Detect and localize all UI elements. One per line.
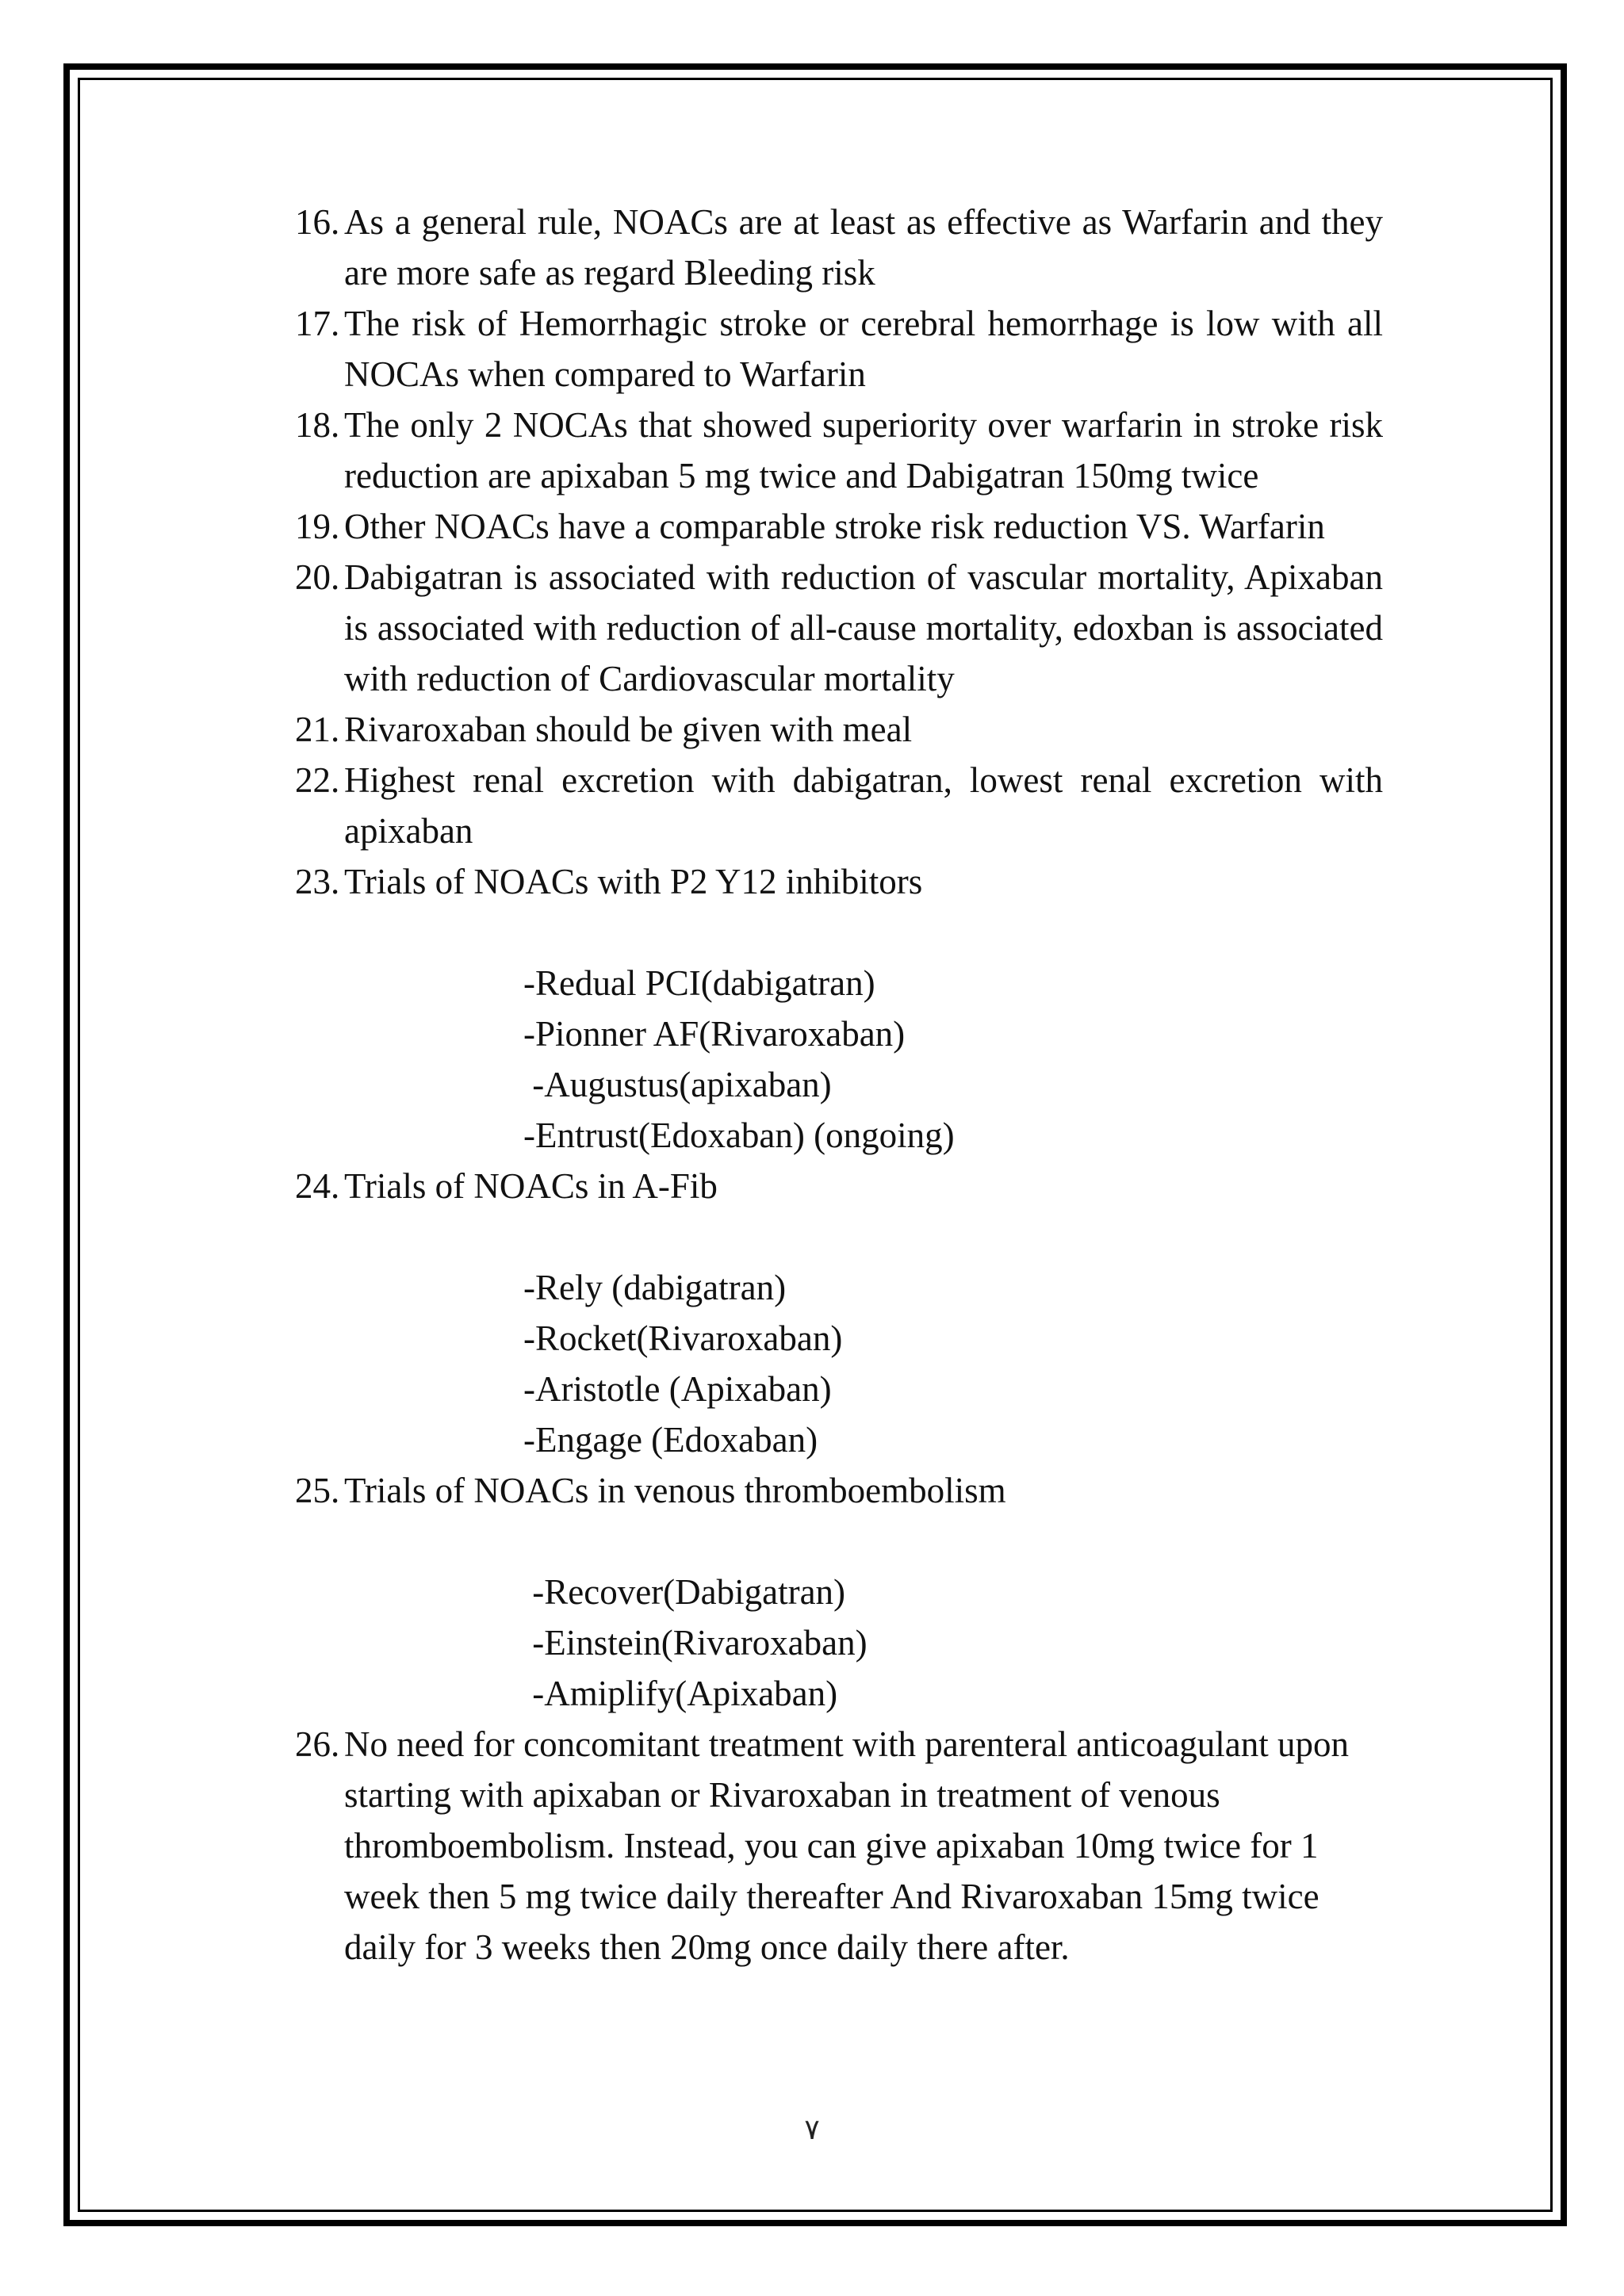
list-item xyxy=(295,704,1383,755)
trial-item: -Recover(Dabigatran) xyxy=(523,1572,846,1612)
item-text: Highest renal excretion with dabigatran, lowest renal excretion with apixaban xyxy=(344,760,1383,851)
item-number: 26. xyxy=(295,1724,340,1764)
trial-item: -Aristotle (Apixaban) xyxy=(523,1369,832,1409)
item-number: 22. xyxy=(295,760,340,800)
item-text: The only 2 NOCAs that showed superiority over warfarin in stroke risk reduction are apixaban 5 mg twice and Dabigatran 150mg twice xyxy=(344,405,1383,496)
list-item xyxy=(295,197,1383,298)
trial-item: -Einstein(Rivaroxaban) xyxy=(523,1623,868,1663)
list-item xyxy=(295,1719,1383,1973)
list-item xyxy=(295,856,1383,907)
trial-item: -Redual PCI(dabigatran) xyxy=(523,963,875,1003)
item-number: 24. xyxy=(295,1166,340,1206)
trial-item: -Entrust(Edoxaban) (ongoing) xyxy=(523,1115,955,1155)
item-text: As a general rule, NOACs are at least as effective as Warfarin and they are more safe as regard Bleeding risk xyxy=(344,202,1383,293)
list-item xyxy=(295,400,1383,501)
list-item xyxy=(295,552,1383,704)
trial-item: -Rocket(Rivaroxaban) xyxy=(523,1318,843,1358)
spacer xyxy=(295,907,1383,958)
spacer xyxy=(295,1211,1383,1262)
item-number: 25. xyxy=(295,1471,340,1510)
trial-list xyxy=(295,1567,1383,1719)
item-number: 17. xyxy=(295,304,340,343)
list-item xyxy=(295,1161,1383,1211)
item-number: 18. xyxy=(295,405,340,445)
item-number: 16. xyxy=(295,202,340,242)
item-text: No need for concomitant treatment with parenteral anticoagulant upon starting with apixaban or Rivaroxaban in treatment of venous thromboembolism. Instead, you can give apixaban 10mg twice for 1 week then 5 mg twice daily thereafter And Rivaroxaban 15mg twice daily for 3 weeks then 20mg once daily there after. xyxy=(344,1724,1350,1967)
trial-item: -Amiplify(Apixaban) xyxy=(523,1674,838,1713)
item-number: 19. xyxy=(295,507,340,546)
item-text: Trials of NOACs in venous thromboembolism xyxy=(344,1471,1006,1510)
item-text: Trials of NOACs with P2 Y12 inhibitors xyxy=(344,862,923,901)
spacer xyxy=(295,1516,1383,1567)
list-item xyxy=(295,298,1383,400)
item-text: Other NOACs have a comparable stroke risk reduction VS. Warfarin xyxy=(344,507,1325,546)
trial-item: -Pionner AF(Rivaroxaban) xyxy=(523,1014,906,1054)
trial-item: -Engage (Edoxaban) xyxy=(523,1420,818,1460)
item-number: 20. xyxy=(295,557,340,597)
item-number: 21. xyxy=(295,710,340,749)
trial-item: -Augustus(apixaban) xyxy=(523,1065,832,1104)
item-text: Rivaroxaban should be given with meal xyxy=(344,710,913,749)
trial-list xyxy=(295,1262,1383,1465)
item-number: 23. xyxy=(295,862,340,901)
list-item xyxy=(295,755,1383,856)
item-text: Trials of NOACs in A-Fib xyxy=(344,1166,718,1206)
list-item xyxy=(295,1465,1383,1516)
item-text: The risk of Hemorrhagic stroke or cerebral hemorrhage is low with all NOCAs when compared to Warfarin xyxy=(344,304,1383,394)
page-number: ٧ xyxy=(804,2114,820,2146)
trial-item: -Rely (dabigatran) xyxy=(523,1268,787,1307)
list-item xyxy=(295,501,1383,552)
item-text: Dabigatran is associated with reduction of vascular mortality, Apixaban is associated with reduction of all-cause mortality, edoxban is associated with reduction of Cardiovascular mortality xyxy=(344,557,1383,698)
document-body xyxy=(295,197,1383,1973)
trial-list xyxy=(295,958,1383,1161)
